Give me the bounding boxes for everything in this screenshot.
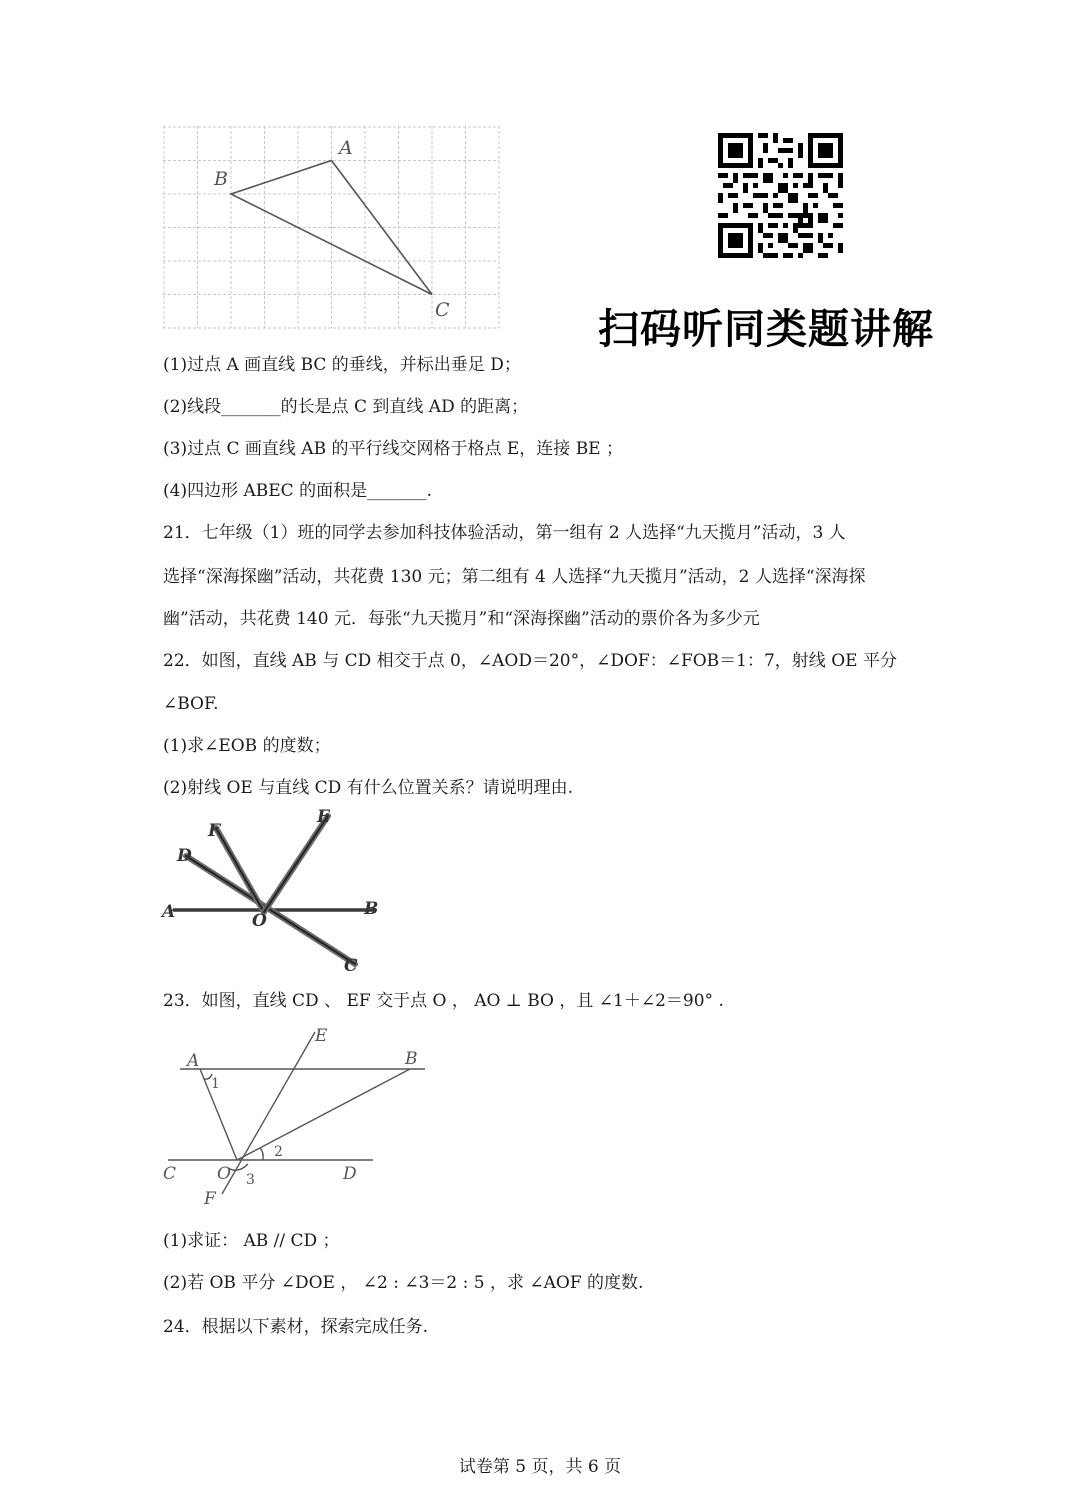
label-o: O bbox=[252, 911, 267, 931]
q22-part1: (1)求∠EOB 的度数； bbox=[163, 736, 331, 756]
label-f: F bbox=[208, 821, 221, 841]
q22-line1: 22．如图，直线 AB 与 CD 相交于点 0，∠AOD＝20°，∠DOF：∠FOB＝1：7，射线 OE 平分 bbox=[163, 651, 897, 671]
grid-figure bbox=[163, 126, 503, 332]
angle-label-2: 2 bbox=[274, 1144, 283, 1160]
label-f: F bbox=[204, 1189, 216, 1209]
q21-line1: 21．七年级（1）班的同学去参加科技体验活动，第一组有 2 人选择“九天揽月”活动，3 人 bbox=[163, 523, 846, 543]
label-a: A bbox=[339, 137, 353, 159]
grid-lines bbox=[163, 126, 499, 328]
page-footer: 试卷第 5 页，共 6 页 bbox=[458, 1457, 622, 1477]
qr-code bbox=[718, 133, 843, 258]
label-b: B bbox=[364, 899, 379, 919]
angle-label-3: 3 bbox=[246, 1172, 255, 1188]
label-d: D bbox=[177, 846, 192, 866]
label-c: C bbox=[435, 299, 450, 321]
q23-part2: (2)若 OB 平分 ∠DOE ， ∠2 : ∠3＝2 : 5 ，求 ∠AOF 的度数. bbox=[163, 1273, 644, 1293]
label-a: A bbox=[187, 1051, 200, 1071]
qr-caption: 扫码听同类题讲解 bbox=[598, 305, 934, 353]
q21-line2: 选择“深海探幽”活动，共花费 130 元；第二组有 4 人选择“九天揽月”活动，2 人选择“深海探 bbox=[163, 567, 866, 587]
label-c: C bbox=[163, 1164, 177, 1184]
q24-line1: 24．根据以下素材，探索完成任务. bbox=[163, 1317, 429, 1337]
label-o: O bbox=[217, 1164, 231, 1184]
q22-part2: (2)射线 OE 与直线 CD 有什么位置关系？请说明理由. bbox=[163, 778, 574, 798]
q22-line2: ∠BOF. bbox=[163, 694, 219, 714]
q23-part1: (1)求证： AB // CD ； bbox=[163, 1231, 340, 1251]
label-b: B bbox=[405, 1049, 418, 1069]
q20-part4: (4)四边形 ABEC 的面积是_______. bbox=[163, 481, 432, 501]
q20-part3: (3)过点 C 画直线 AB 的平行线交网格于格点 E，连接 BE ； bbox=[163, 439, 623, 459]
q20-part2: (2)线段_______的长是点 C 到直线 AD 的距离； bbox=[163, 397, 529, 417]
figure-23 bbox=[160, 1022, 430, 1214]
label-d: D bbox=[343, 1164, 357, 1184]
angle-label-1: 1 bbox=[211, 1076, 220, 1092]
label-a: A bbox=[162, 902, 176, 922]
figure-22 bbox=[160, 806, 390, 976]
label-e: E bbox=[317, 807, 330, 827]
label-e: E bbox=[315, 1026, 328, 1046]
label-b: B bbox=[214, 168, 228, 190]
q20-part1: (1)过点 A 画直线 BC 的垂线，并标出垂足 D； bbox=[163, 355, 521, 375]
label-c: C bbox=[344, 956, 358, 976]
q23-line1: 23．如图，直线 CD 、 EF 交于点 O ， AO ⊥ BO ，且 ∠1＋∠2＝90° . bbox=[163, 991, 724, 1011]
q21-line3: 幽”活动，共花费 140 元．每张“九天揽月”和“深海探幽”活动的票价各为多少元 bbox=[163, 609, 760, 629]
